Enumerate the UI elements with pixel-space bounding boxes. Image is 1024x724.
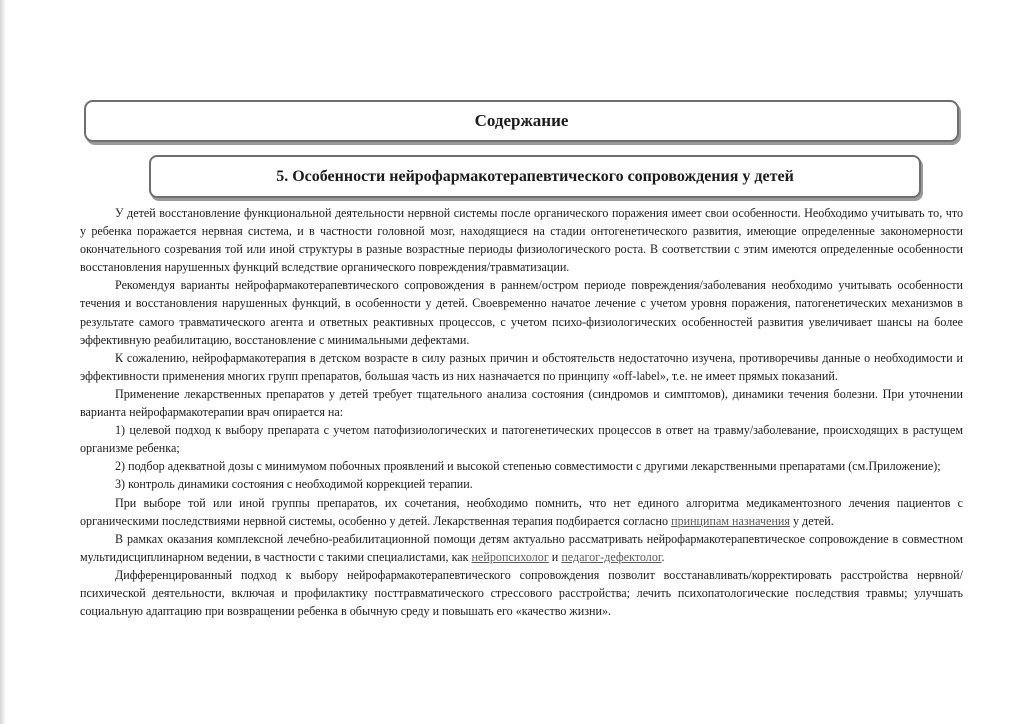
contents-label: Содержание bbox=[474, 111, 569, 130]
neuropsychologist-link[interactable]: нейропсихолог bbox=[471, 549, 549, 564]
contents-button[interactable] bbox=[84, 100, 959, 142]
paragraph-6: 2) подбор адекватной дозы с минимумом побочных проявлений и высокой степенью совместимости с другими лекарственными препаратами (см.Приложение); bbox=[115, 459, 941, 474]
paragraph-1: У детей восстановление функциональной деятельности нервной системы после органического поражения имеет свои особенности. Необходимо учитывать то, что у ребенка поражается нервная система, и в частности головной мозг, находящиеся на стадии онтогенетического развития, имеющие определенные закономерности окончательного созревания той или иной структуры в разные возрастные периоды физиологического роста. В соответствии с этим имеются определенные особенности восстановления нарушенных функций вследствие органического повреждения/травматизации. bbox=[80, 206, 963, 275]
paragraph-4: Применение лекарственных препаратов у детей требует тщательного анализа состояния (синдромов и симптомов), динамики течения болезни. При уточнении варианта нейрофармакотерапии врач опирается на: bbox=[80, 386, 963, 420]
paragraph-8-text-b: у детей. bbox=[789, 513, 834, 528]
paragraph-9 bbox=[80, 530, 963, 566]
principles-link[interactable]: принципам назначения bbox=[671, 513, 790, 528]
paragraph-9-text-b: . bbox=[661, 549, 665, 564]
page-edge-shadow bbox=[0, 0, 6, 724]
paragraph-2: Рекомендуя варианты нейрофармакотерапевтического сопровождения в раннем/остром периоде повреждения/заболевания необходимо учитывать особенности течения и восстановления нарушенных функций, в особенности у детей. Своевременно начатое лечение с учетом уровня поражения, патогенетических механизмов в результате самого травматического агента и ответных реактивных процессов, с учетом психо-физиологических особенностей развития увеличивает шансы на более эффективную реабилитацию, восстановление с минимальными дефектами. bbox=[80, 278, 963, 347]
paragraph-5: 1) целевой подход к выбору препарата с учетом патофизиологических и патогенетических процессов в ответ на травму/заболевание, происходящих в растущем организме ребенка; bbox=[80, 423, 963, 456]
paragraph-8-text-a: При выборе той или иной группы препаратов, их сочетания, необходимо помнить, что нет единого алгоритма медикаментозного лечения пациентов с органическими последствиями нервной системы, особенно у детей. Лекарственная терапия подбирается согласно bbox=[80, 495, 963, 528]
paragraph-10: Дифференцированный подход к выбору нейрофармакотерапевтического сопровождения позволит восстанавливать/корректировать расстройства нервной/психической деятельности, включая и профилактику посттравматического стрессового расстройства; лечить психопатологические последствия травмы; улучшать социальную адаптацию при возвращении ребенка в обычную среду и повышать его «качество жизни». bbox=[80, 567, 963, 619]
paragraph-3: К сожалению, нейрофармакотерапия в детском возрасте в силу разных причин и обстоятельств недостаточно изучена, противоречивы данные о необходимости и эффективности применения многих групп препаратов, большая часть из них назначается по принципу «off-label», т.е. не имеет прямых показаний. bbox=[80, 350, 963, 383]
paragraph-7: 3) контроль динамики состояния с необходимой коррекцией терапии. bbox=[115, 477, 473, 492]
section-title-box bbox=[149, 155, 921, 198]
paragraph-9-text-a: В рамках оказания комплексной лечебно-реабилитационной помощи детям актуально рассматривать нейрофармакотерапевтическое сопровождение в совместном мультидисциплинарном ведении, в частности с такими специалистами, как bbox=[80, 531, 963, 564]
section-title: 5. Особенности нейрофармакотерапевтического сопровождения у детей bbox=[276, 167, 794, 185]
paragraph-9-text-mid: и bbox=[548, 549, 562, 564]
defectologist-link[interactable]: педагог-дефектолог bbox=[561, 549, 662, 564]
document-body bbox=[80, 204, 963, 620]
paragraph-8 bbox=[80, 494, 963, 530]
